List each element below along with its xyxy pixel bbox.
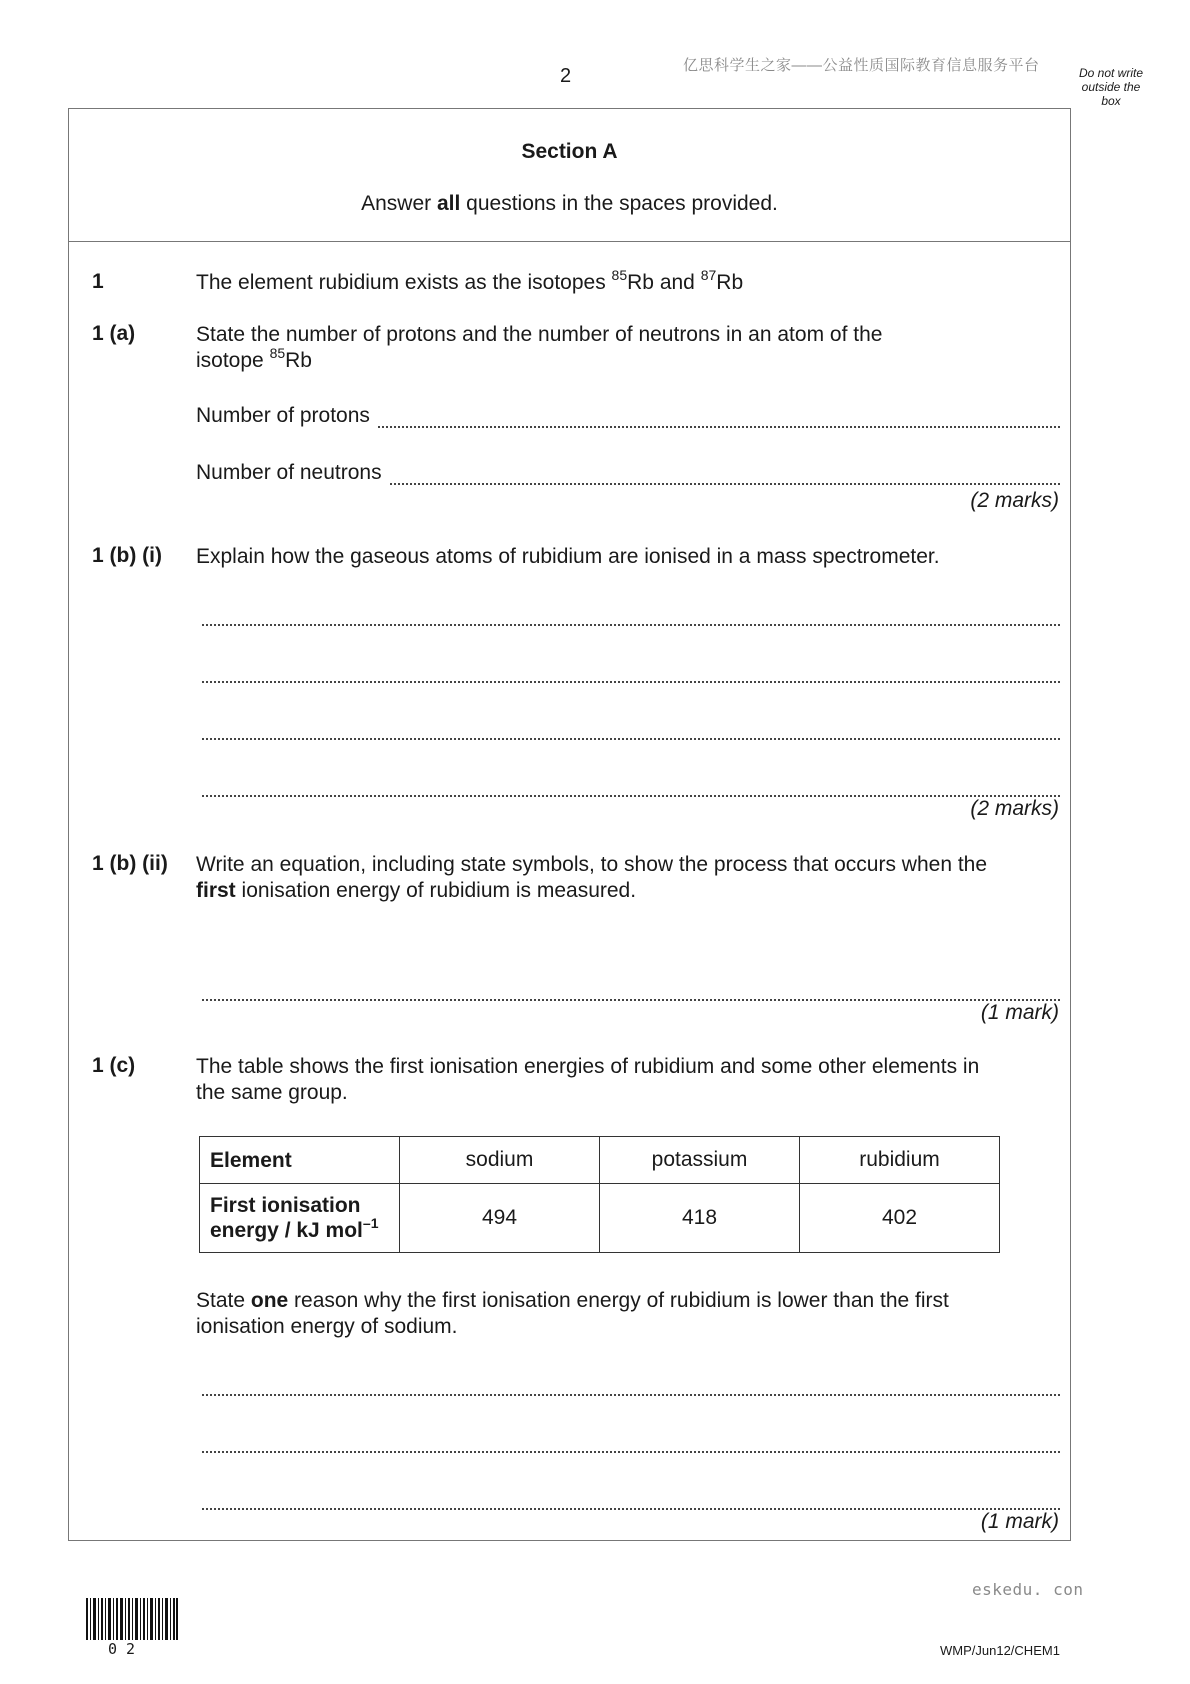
question-number: 1	[92, 270, 104, 293]
question-number: 1 (b) (i)	[92, 544, 162, 567]
question-number: 1 (c)	[92, 1054, 136, 1077]
isotope-mass-number: 85	[269, 345, 286, 361]
answer-line[interactable]	[202, 602, 1060, 626]
instruction-text: Answer	[361, 192, 437, 215]
section-title: Section A	[521, 140, 618, 163]
answer-line[interactable]	[202, 773, 1060, 797]
header-line: First ionisation	[210, 1194, 361, 1217]
instruction-text: questions in the spaces provided.	[460, 192, 778, 215]
question-line	[196, 1288, 1046, 1314]
protons-answer-row	[196, 404, 1060, 428]
instruction-emphasis: all	[436, 192, 461, 215]
question-line-text: isotope	[196, 349, 270, 372]
question-line: the same group.	[196, 1081, 348, 1104]
answer-line[interactable]	[202, 1486, 1060, 1510]
question-emphasis: first	[196, 879, 236, 902]
unit-exponent: –1	[362, 1215, 379, 1231]
answer-line[interactable]	[202, 977, 1060, 1001]
table-header-cell: Element	[200, 1137, 400, 1184]
protons-answer-line[interactable]	[378, 404, 1060, 428]
protons-label: Number of protons	[196, 404, 370, 427]
question-line: The table shows the first ionisation energies of rubidium and some other elements in	[196, 1055, 980, 1078]
answer-line[interactable]	[202, 659, 1060, 683]
section-instruction	[68, 192, 1071, 216]
question-text	[196, 852, 1046, 904]
isotope-mass-number: 85	[611, 267, 628, 283]
table-cell: rubidium	[800, 1137, 1000, 1184]
question-text	[196, 322, 1046, 374]
section-header	[68, 108, 1071, 242]
table-cell: potassium	[600, 1137, 800, 1184]
table-header-cell	[200, 1184, 400, 1253]
paper-code: WMP/Jun12/CHEM1	[940, 1643, 1060, 1658]
question-line-text: reason why the first ionisation energy of rubidium is lower than the first	[288, 1289, 949, 1312]
neutrons-answer-line[interactable]	[390, 461, 1060, 485]
question-number: 1 (a)	[92, 322, 136, 345]
table-row	[200, 1137, 1000, 1184]
answer-line[interactable]	[202, 716, 1060, 740]
table-cell: sodium	[400, 1137, 600, 1184]
question-text: Explain how the gaseous atoms of rubidium are ionised in a mass spectrometer.	[196, 545, 940, 568]
table-cell: 494	[400, 1184, 600, 1253]
margin-note-line: outside the	[1081, 80, 1141, 94]
table-row	[200, 1184, 1000, 1253]
question-text	[196, 1054, 1046, 1106]
marks-label: (2 marks)	[970, 797, 1059, 820]
question-line-text: ionisation energy of rubidium is measured.	[235, 879, 637, 902]
question-line: ionisation energy of sodium.	[196, 1315, 458, 1338]
margin-note-line: box	[1101, 94, 1121, 108]
question-line: Write an equation, including state symbols, to show the process that occurs when the	[196, 853, 988, 876]
question-emphasis: one	[250, 1289, 289, 1312]
question-line	[196, 878, 1046, 904]
isotope-symbol: Rb	[716, 271, 744, 294]
page-number: 2	[560, 65, 572, 87]
marks-label: (1 mark)	[980, 1001, 1059, 1024]
stem-text: and	[653, 271, 701, 294]
margin-note	[1072, 66, 1150, 108]
question-line: State the number of protons and the number of neutrons in an atom of the	[196, 323, 883, 346]
answer-line[interactable]	[202, 1429, 1060, 1453]
footer-site-text: eskedu. con	[972, 1580, 1084, 1599]
question-stem	[196, 267, 1046, 296]
margin-note-line: Do not write	[1078, 66, 1144, 80]
neutrons-label: Number of neutrons	[196, 461, 382, 484]
isotope-symbol: Rb	[285, 349, 312, 372]
marks-label: (1 mark)	[980, 1510, 1059, 1533]
barcode-digits: 02	[108, 1640, 145, 1658]
stem-text: The element rubidium exists as the isotopes	[196, 271, 612, 294]
table-cell: 402	[800, 1184, 1000, 1253]
table-cell: 418	[600, 1184, 800, 1253]
question-line	[196, 345, 1046, 374]
header-line	[210, 1215, 389, 1243]
isotope-mass-number: 87	[700, 267, 717, 283]
barcode-icon	[86, 1598, 178, 1640]
answer-line[interactable]	[202, 1372, 1060, 1396]
question-number: 1 (b) (ii)	[92, 852, 168, 875]
ionisation-energy-table	[199, 1136, 1000, 1253]
header-line-text: energy / kJ mol	[210, 1219, 363, 1242]
isotope-symbol: Rb	[627, 271, 654, 294]
marks-label: (2 marks)	[970, 489, 1059, 512]
question-text	[196, 1288, 1046, 1340]
question-line-text: State	[196, 1289, 251, 1312]
watermark-text: 亿思科学生之家——公益性质国际教育信息服务平台	[683, 57, 1040, 74]
neutrons-answer-row	[196, 461, 1060, 485]
